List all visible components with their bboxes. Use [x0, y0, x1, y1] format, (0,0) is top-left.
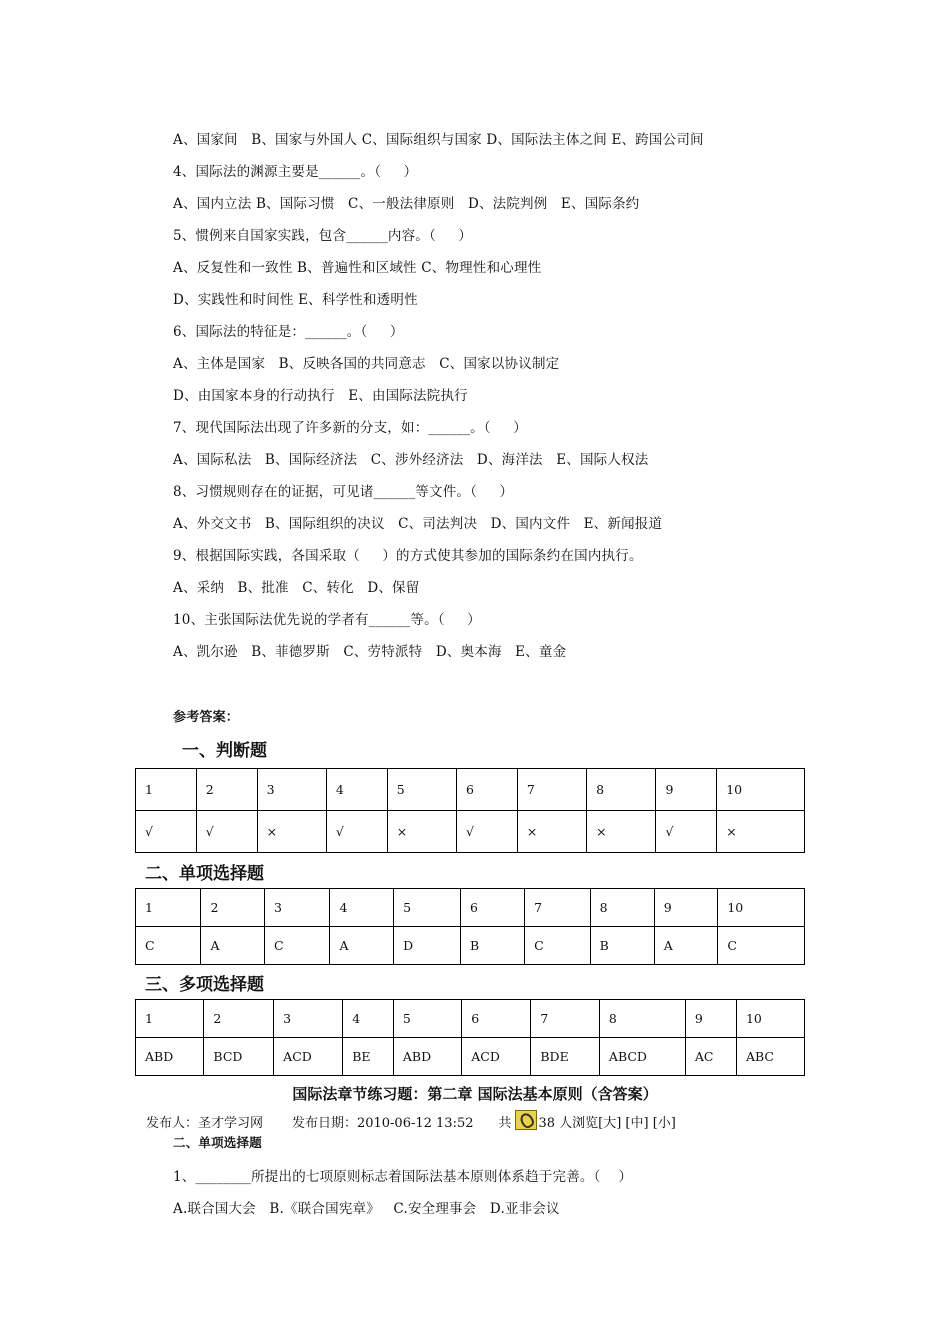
table-row [136, 769, 805, 811]
section-title-single-choice: 二、单项选择题 [145, 864, 264, 884]
question-line: D、实践性和时间性 E、科学性和透明性 [173, 292, 418, 308]
date-label: 发布日期：2010-06-12 13:52 [291, 1116, 474, 1131]
question-line: 8、习惯规则存在的证据，可见诸______等文件。（ ） [173, 484, 514, 500]
table-cell: 4 [326, 769, 387, 811]
table-row [136, 1000, 805, 1038]
table-cell: 5 [394, 889, 461, 927]
views-prefix: 共 [498, 1116, 512, 1131]
table-cell: 7 [525, 889, 590, 927]
table-cell: 3 [265, 889, 330, 927]
table-cell: 6 [457, 769, 518, 811]
table-cell: 10 [736, 1000, 804, 1038]
table-cell: 3 [274, 1000, 343, 1038]
table-cell: √ [136, 811, 197, 853]
answer-table-judgement [135, 768, 805, 853]
question-line: 6、国际法的特征是：______。（ ） [173, 324, 404, 340]
table-cell: C [718, 927, 805, 965]
table-cell: 5 [387, 769, 456, 811]
section-title-judgement: 一、判断题 [182, 741, 267, 761]
question-line: A、反复性和一致性 B、普遍性和区域性 C、物理性和心理性 [173, 260, 542, 276]
question-line: A、国内立法 B、国际习惯 C、一般法律原则 D、法院判例 E、国际条约 [173, 196, 640, 212]
table-cell: C [136, 927, 201, 965]
table-cell: ABD [136, 1038, 204, 1076]
table-cell: A [654, 927, 718, 965]
table-cell: 1 [136, 769, 197, 811]
table-cell: B [590, 927, 654, 965]
table-cell: 10 [718, 889, 805, 927]
question-line: A、外交文书 B、国际组织的决议 C、司法判决 D、国内文件 E、新闻报道 [173, 516, 663, 532]
table-cell: A [201, 927, 265, 965]
table-cell: 8 [599, 1000, 685, 1038]
publisher-label: 发布人：圣才学习网 [146, 1116, 264, 1131]
table-cell: × [717, 811, 805, 853]
table-cell: ACD [462, 1038, 531, 1076]
article-meta [146, 1110, 676, 1131]
question-line: A、凯尔逊 B、菲德罗斯 C、劳特派特 D、奥本海 E、童金 [173, 644, 567, 660]
table-row [136, 927, 805, 965]
question-line: 7、现代国际法出现了许多新的分支，如：______。（ ） [173, 420, 527, 436]
table-cell: 9 [656, 769, 717, 811]
table-cell: BDE [531, 1038, 600, 1076]
table-cell: ACD [274, 1038, 343, 1076]
viewer-icon [515, 1110, 537, 1130]
table-cell: × [587, 811, 656, 853]
table-cell: C [525, 927, 590, 965]
table-cell: D [394, 927, 461, 965]
table-cell: 5 [393, 1000, 461, 1038]
article-title: 国际法章节练习题：第二章 国际法基本原则（含答案） [292, 1085, 658, 1103]
table-cell: 9 [685, 1000, 736, 1038]
question-line: 1、________所提出的七项原则标志着国际法基本原则体系趋于完善。（ ） [173, 1169, 633, 1185]
question-line: 5、惯例来自国家实践，包含______内容。（ ） [173, 228, 473, 244]
table-cell: 6 [462, 1000, 531, 1038]
table-cell: 9 [654, 889, 718, 927]
table-cell: 8 [590, 889, 654, 927]
table-cell: AC [685, 1038, 736, 1076]
table-cell: 4 [343, 1000, 394, 1038]
table-cell: 6 [461, 889, 525, 927]
table-cell: 1 [136, 889, 201, 927]
question-line: D、由国家本身的行动执行 E、由国际法院执行 [173, 388, 468, 404]
table-cell: √ [196, 811, 257, 853]
views-count-label[interactable]: 38 人浏览[大] [中] [小] [538, 1116, 676, 1131]
table-cell: 4 [330, 889, 394, 927]
table-cell: BCD [204, 1038, 274, 1076]
table-cell: × [517, 811, 586, 853]
table-row [136, 811, 805, 853]
table-row [136, 1038, 805, 1076]
table-cell: 1 [136, 1000, 204, 1038]
table-cell: 3 [257, 769, 326, 811]
table-cell: ABC [736, 1038, 804, 1076]
question-line: A、采纳 B、批准 C、转化 D、保留 [173, 580, 420, 596]
table-cell: √ [457, 811, 518, 853]
table-row [136, 889, 805, 927]
question-line: A、国际私法 B、国际经济法 C、涉外经济法 D、海洋法 E、国际人权法 [173, 452, 649, 468]
table-cell: 8 [587, 769, 656, 811]
table-cell: B [461, 927, 525, 965]
table-cell: ABCD [599, 1038, 685, 1076]
table-cell: × [257, 811, 326, 853]
table-cell: 2 [196, 769, 257, 811]
table-cell: ABD [393, 1038, 461, 1076]
answer-table-single-choice [135, 888, 805, 965]
question-options: A.联合国大会 B.《联合国宪章》 C.安全理事会 D.亚非会议 [173, 1201, 560, 1217]
answer-table-multi-choice [135, 999, 805, 1076]
question-line: 9、根据国际实践，各国采取（ ）的方式使其参加的国际条约在国内执行。 [173, 548, 643, 564]
section-title-multi-choice: 三、多项选择题 [145, 975, 264, 995]
question-line: 4、国际法的渊源主要是______。（ ） [173, 164, 418, 180]
section-label: 二、单项选择题 [173, 1135, 262, 1150]
question-line: 10、主张国际法优先说的学者有______等。（ ） [173, 612, 481, 628]
table-cell: A [330, 927, 394, 965]
table-cell: 2 [201, 889, 265, 927]
question-line: A、国家间 B、国家与外国人 C、国际组织与国家 D、国际法主体之间 E、跨国公司间 [173, 132, 704, 148]
table-cell: √ [656, 811, 717, 853]
table-cell: √ [326, 811, 387, 853]
table-cell: × [387, 811, 456, 853]
table-cell: 2 [204, 1000, 274, 1038]
answers-label: 参考答案： [173, 710, 240, 725]
table-cell: C [265, 927, 330, 965]
table-cell: BE [343, 1038, 394, 1076]
table-cell: 10 [717, 769, 805, 811]
table-cell: 7 [531, 1000, 600, 1038]
question-line: A、主体是国家 B、反映各国的共同意志 C、国家以协议制定 [173, 356, 560, 372]
table-cell: 7 [517, 769, 586, 811]
